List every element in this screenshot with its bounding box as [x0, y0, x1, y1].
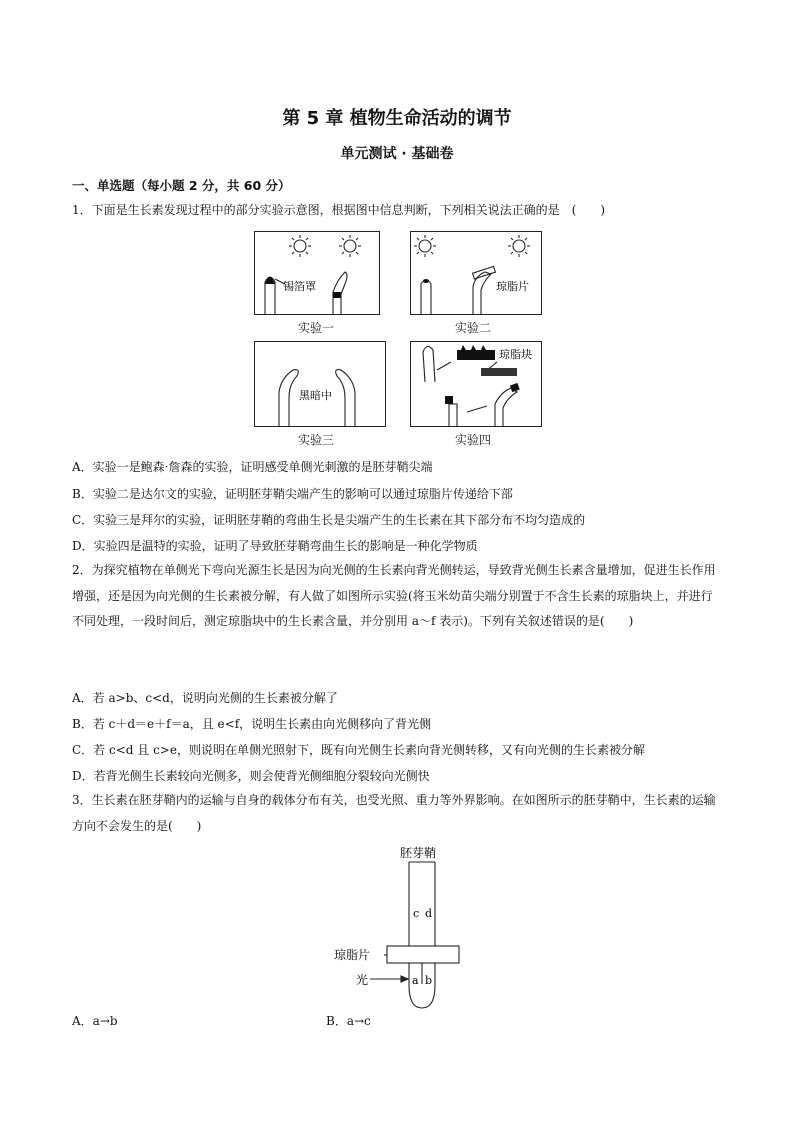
label-c: c — [413, 907, 420, 920]
q2-option-c: C．若 c<d 且 c>e，则说明在单侧光照射下，既有向光侧生长素向背光侧转移，又有向光侧的生长素被分解 — [72, 743, 645, 757]
experiment-1-drawing — [255, 232, 379, 314]
coleoptile-drawing — [320, 842, 480, 1012]
experiment-2-drawing — [411, 232, 541, 314]
q1-option-b: B．实验二是达尔文的实验，证明胚芽鞘尖端产生的影响可以通过琼脂片传递给下部 — [72, 487, 513, 501]
experiment-4-caption: 实验四 — [455, 433, 492, 447]
q2-option-a: A．若 a>b、c<d，说明向光侧的生长素被分解了 — [72, 691, 338, 705]
experiment-1-caption: 实验一 — [298, 321, 335, 335]
q1-option-d: D．实验四是温特的实验，证明了导致胚芽鞘弯曲生长的影响是一种化学物质 — [72, 539, 478, 553]
question-2-stem: 2．为探究植物在单侧光下弯向光源生长是因为向光侧的生长素向背光侧转运，导致背光侧生长素含量增加，促进生长作用增强，还是因为向光侧的生长素被分解，有人做了如图所示实验(将玉米幼苗尖端分别置于不含生长素的琼脂块上，并进行不同处理，一段时间后，测定琼脂块中的生长素含量，并分别用 a～f 表示)。下列有关叙述错误的是( ) — [72, 563, 716, 628]
exp1-label: 锡箔罩 — [283, 280, 316, 293]
q3-option-a: A．a→b — [72, 1014, 118, 1028]
q1-option-c: C．实验三是拜尔的实验，证明胚芽鞘的弯曲生长是尖端产生的生长素在其下部分布不均匀造成的 — [72, 513, 586, 527]
experiment-1-figure — [254, 231, 380, 315]
experiment-4-figure — [410, 341, 542, 427]
q2-option-d: D．若背光侧生长素较向光侧多，则会使背光侧细胞分裂较向光侧快 — [72, 769, 430, 783]
q2-option-b: B．若 c＋d＝e＋f＝a，且 e<f，说明生长素由向光侧移向了背光侧 — [72, 717, 432, 731]
agar-sheet-label: 琼脂片 — [334, 948, 371, 962]
label-a: a — [412, 974, 419, 987]
page-title: 第 5 章 植物生命活动的调节 — [282, 108, 512, 129]
experiment-2-caption: 实验二 — [455, 321, 492, 335]
light-label: 光 — [356, 973, 369, 987]
experiment-3-drawing — [255, 342, 385, 426]
label-b: b — [425, 974, 433, 987]
coleoptile-label: 胚芽鞘 — [400, 846, 437, 860]
question-1-stem: 1．下面是生长素发现过程中的部分实验示意图，根据图中信息判断，下列相关说法正确的是 ( ) — [72, 203, 606, 217]
q3-option-b: B．a→c — [326, 1014, 371, 1028]
experiment-3-caption: 实验三 — [298, 433, 335, 447]
question-3-stem: 3．生长素在胚芽鞘内的运输与自身的载体分布有关，也受光照、重力等外界影响。在如图所示的胚芽鞘中，生长素的运输方向不会发生的是( ) — [72, 793, 716, 833]
experiment-3-figure — [254, 341, 386, 427]
q1-option-a: A．实验一是鲍森·詹森的实验，证明感受单侧光刺激的是胚芽鞘尖端 — [72, 460, 433, 474]
exp4-label: 琼脂块 — [499, 348, 532, 361]
page-subtitle: 单元测试 · 基础卷 — [340, 146, 454, 162]
section-heading: 一、单选题（每小题 2 分，共 60 分） — [72, 178, 291, 193]
coleoptile-figure — [320, 842, 480, 1012]
experiment-2-figure — [410, 231, 542, 315]
exp3-label: 黑暗中 — [299, 389, 332, 402]
exp2-label: 琼脂片 — [496, 280, 529, 293]
experiment-4-drawing — [411, 342, 541, 426]
label-d: d — [425, 907, 433, 920]
